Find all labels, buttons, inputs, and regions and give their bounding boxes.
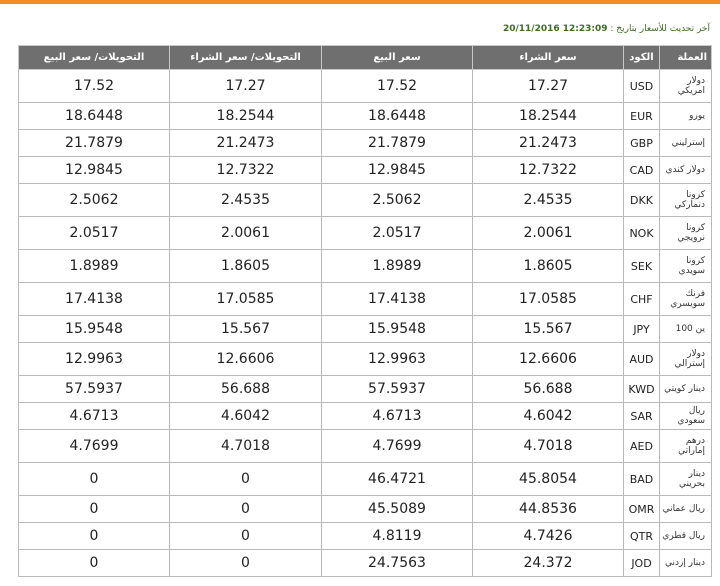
exchange-rates-table xyxy=(18,45,712,577)
transfer-sell-rate-cell: 0 xyxy=(19,523,170,550)
transfer-buy-rate-cell: 2.0061 xyxy=(170,217,322,250)
sell-rate-cell: 4.6713 xyxy=(322,403,473,430)
transfer-buy-rate-cell: 21.2473 xyxy=(170,130,322,157)
table-row xyxy=(19,376,712,403)
transfer-sell-rate-cell: 17.4138 xyxy=(19,283,170,316)
currency-code-cell: AED xyxy=(624,430,660,463)
table-row xyxy=(19,343,712,376)
sell-rate-cell: 46.4721 xyxy=(322,463,473,496)
sell-rate-cell: 4.7699 xyxy=(322,430,473,463)
sell-rate-cell: 45.5089 xyxy=(322,496,473,523)
header-transfer-buy: التحويلات/ سعر الشراء xyxy=(170,46,322,70)
buy-rate-cell: 21.2473 xyxy=(473,130,624,157)
currency-name-cell: كرونا نرويجي xyxy=(660,217,712,250)
sell-rate-cell: 1.8989 xyxy=(322,250,473,283)
transfer-sell-rate-cell: 0 xyxy=(19,550,170,577)
currency-name-cell: ريال قطري xyxy=(660,523,712,550)
transfer-buy-rate-cell: 0 xyxy=(170,463,322,496)
transfer-sell-rate-cell: 1.8989 xyxy=(19,250,170,283)
header-sell: سعر البيع xyxy=(322,46,473,70)
currency-code-cell: GBP xyxy=(624,130,660,157)
sell-rate-cell: 21.7879 xyxy=(322,130,473,157)
transfer-buy-rate-cell: 1.8605 xyxy=(170,250,322,283)
transfer-sell-rate-cell: 2.5062 xyxy=(19,184,170,217)
transfer-sell-rate-cell: 12.9963 xyxy=(19,343,170,376)
buy-rate-cell: 12.7322 xyxy=(473,157,624,184)
header-buy: سعر الشراء xyxy=(473,46,624,70)
buy-rate-cell: 4.7018 xyxy=(473,430,624,463)
table-row xyxy=(19,430,712,463)
transfer-buy-rate-cell: 0 xyxy=(170,550,322,577)
currency-code-cell: AUD xyxy=(624,343,660,376)
last-update-label: آخر تحديث للأسعار بتاريخ : xyxy=(610,24,710,34)
sell-rate-cell: 57.5937 xyxy=(322,376,473,403)
last-update-line xyxy=(503,24,710,34)
transfer-sell-rate-cell: 4.7699 xyxy=(19,430,170,463)
transfer-buy-rate-cell: 18.2544 xyxy=(170,103,322,130)
transfer-sell-rate-cell: 4.6713 xyxy=(19,403,170,430)
sell-rate-cell: 12.9845 xyxy=(322,157,473,184)
currency-name-cell: دينار إردني xyxy=(660,550,712,577)
currency-code-cell: SEK xyxy=(624,250,660,283)
sell-rate-cell: 18.6448 xyxy=(322,103,473,130)
transfer-sell-rate-cell: 12.9845 xyxy=(19,157,170,184)
buy-rate-cell: 18.2544 xyxy=(473,103,624,130)
buy-rate-cell: 44.8536 xyxy=(473,496,624,523)
currency-name-cell: كرونا سويدي xyxy=(660,250,712,283)
currency-code-cell: QTR xyxy=(624,523,660,550)
transfer-buy-rate-cell: 12.6606 xyxy=(170,343,322,376)
buy-rate-cell: 12.6606 xyxy=(473,343,624,376)
transfer-sell-rate-cell: 17.52 xyxy=(19,70,170,103)
currency-name-cell: دولار امريكي xyxy=(660,70,712,103)
transfer-buy-rate-cell: 17.0585 xyxy=(170,283,322,316)
buy-rate-cell: 15.567 xyxy=(473,316,624,343)
sell-rate-cell: 12.9963 xyxy=(322,343,473,376)
transfer-sell-rate-cell: 57.5937 xyxy=(19,376,170,403)
table-body xyxy=(19,70,712,577)
currency-name-cell: دينار كويتي xyxy=(660,376,712,403)
currency-name-cell: كرونا دنماركي xyxy=(660,184,712,217)
sell-rate-cell: 15.9548 xyxy=(322,316,473,343)
header-transfer-sell: التحويلات/ سعر البيع xyxy=(19,46,170,70)
transfer-sell-rate-cell: 18.6448 xyxy=(19,103,170,130)
currency-name-cell: ريال سعودي xyxy=(660,403,712,430)
currency-name-cell: دولار كندي xyxy=(660,157,712,184)
table-row xyxy=(19,496,712,523)
transfer-buy-rate-cell: 17.27 xyxy=(170,70,322,103)
transfer-sell-rate-cell: 0 xyxy=(19,463,170,496)
table-row xyxy=(19,217,712,250)
currency-code-cell: JPY xyxy=(624,316,660,343)
top-accent-bar xyxy=(0,0,720,4)
currency-name-cell: درهم إماراتي xyxy=(660,430,712,463)
currency-code-cell: DKK xyxy=(624,184,660,217)
sell-rate-cell: 24.7563 xyxy=(322,550,473,577)
currency-name-cell: إسترليني xyxy=(660,130,712,157)
header-code: الكود xyxy=(624,46,660,70)
currency-code-cell: EUR xyxy=(624,103,660,130)
buy-rate-cell: 4.7426 xyxy=(473,523,624,550)
buy-rate-cell: 45.8054 xyxy=(473,463,624,496)
last-update-timestamp: 20/11/2016 12:23:09 xyxy=(502,24,608,34)
currency-code-cell: NOK xyxy=(624,217,660,250)
sell-rate-cell: 2.0517 xyxy=(322,217,473,250)
currency-name-cell: ريال عماني xyxy=(660,496,712,523)
transfer-buy-rate-cell: 4.7018 xyxy=(170,430,322,463)
buy-rate-cell: 56.688 xyxy=(473,376,624,403)
table-row xyxy=(19,550,712,577)
table-row xyxy=(19,157,712,184)
transfer-sell-rate-cell: 21.7879 xyxy=(19,130,170,157)
transfer-buy-rate-cell: 0 xyxy=(170,523,322,550)
buy-rate-cell: 4.6042 xyxy=(473,403,624,430)
table-row xyxy=(19,316,712,343)
currency-name-cell: دينار بحريني xyxy=(660,463,712,496)
sell-rate-cell: 4.8119 xyxy=(322,523,473,550)
buy-rate-cell: 1.8605 xyxy=(473,250,624,283)
table-row xyxy=(19,250,712,283)
table-row xyxy=(19,523,712,550)
transfer-buy-rate-cell: 12.7322 xyxy=(170,157,322,184)
currency-name-cell: فرنك سويسري xyxy=(660,283,712,316)
transfer-sell-rate-cell: 15.9548 xyxy=(19,316,170,343)
table-row xyxy=(19,184,712,217)
buy-rate-cell: 2.4535 xyxy=(473,184,624,217)
table-row xyxy=(19,130,712,157)
buy-rate-cell: 17.0585 xyxy=(473,283,624,316)
currency-code-cell: BAD xyxy=(624,463,660,496)
header-currency: العملة xyxy=(660,46,712,70)
transfer-sell-rate-cell: 2.0517 xyxy=(19,217,170,250)
transfer-buy-rate-cell: 2.4535 xyxy=(170,184,322,217)
transfer-buy-rate-cell: 4.6042 xyxy=(170,403,322,430)
currency-code-cell: OMR xyxy=(624,496,660,523)
table-row xyxy=(19,103,712,130)
currency-code-cell: SAR xyxy=(624,403,660,430)
currency-code-cell: CAD xyxy=(624,157,660,184)
table-header-row xyxy=(19,46,712,70)
table-row xyxy=(19,463,712,496)
currency-code-cell: KWD xyxy=(624,376,660,403)
transfer-buy-rate-cell: 0 xyxy=(170,496,322,523)
transfer-sell-rate-cell: 0 xyxy=(19,496,170,523)
table-row xyxy=(19,403,712,430)
sell-rate-cell: 17.4138 xyxy=(322,283,473,316)
transfer-buy-rate-cell: 15.567 xyxy=(170,316,322,343)
currency-name-cell: ين 100 xyxy=(660,316,712,343)
transfer-buy-rate-cell: 56.688 xyxy=(170,376,322,403)
currency-name-cell: يورو xyxy=(660,103,712,130)
buy-rate-cell: 17.27 xyxy=(473,70,624,103)
buy-rate-cell: 2.0061 xyxy=(473,217,624,250)
currency-code-cell: JOD xyxy=(624,550,660,577)
table-row xyxy=(19,283,712,316)
table-row xyxy=(19,70,712,103)
sell-rate-cell: 17.52 xyxy=(322,70,473,103)
buy-rate-cell: 24.372 xyxy=(473,550,624,577)
currency-code-cell: USD xyxy=(624,70,660,103)
currency-code-cell: CHF xyxy=(624,283,660,316)
currency-name-cell: دولار إسترالي xyxy=(660,343,712,376)
sell-rate-cell: 2.5062 xyxy=(322,184,473,217)
